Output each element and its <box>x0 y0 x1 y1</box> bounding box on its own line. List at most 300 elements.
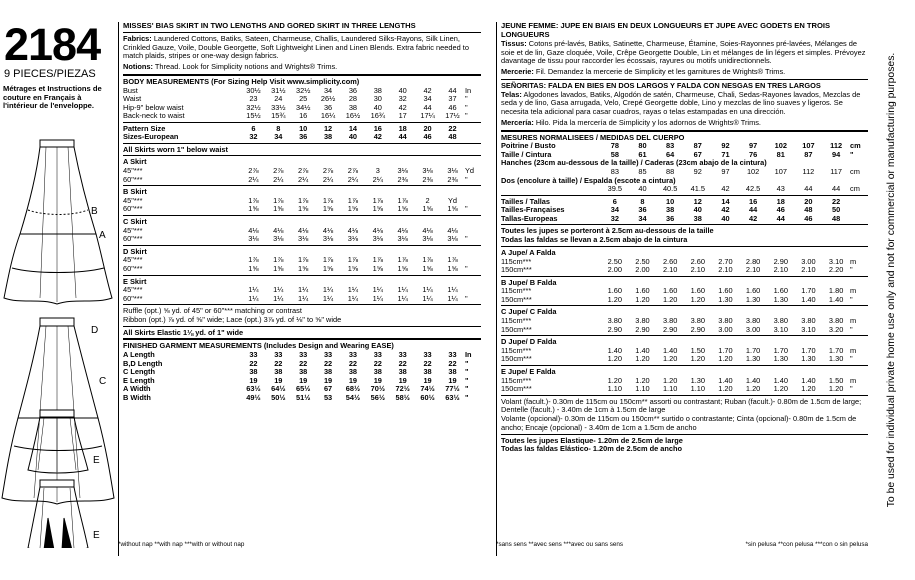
row-label <box>501 185 601 194</box>
row-label: Poitrine / Busto <box>501 142 556 151</box>
yardage-section <box>123 158 481 305</box>
table-cell: 22 <box>423 359 432 368</box>
garment-heading: C Skirt <box>123 216 147 226</box>
table-cell: 34 <box>610 206 619 215</box>
table-cell: 2⅜ <box>422 175 433 184</box>
table-cell: 6 <box>612 197 617 206</box>
table-cell: 1¼ <box>248 294 259 303</box>
foot-es: *sin pelusa **con pelusa ***con o sin pelusa <box>745 541 868 548</box>
yardage-table <box>501 287 868 304</box>
row-label: Back-neck to waist <box>123 112 185 121</box>
table-cell: 40 <box>721 214 730 223</box>
table-cell: 1¼ <box>397 294 408 303</box>
row-label: Tailles-Françaises <box>501 206 565 215</box>
unit-cell: " <box>465 103 468 112</box>
table-cell: 44 <box>804 185 813 194</box>
table-cell: 1.70 <box>801 346 816 355</box>
table-cell: 43 <box>776 185 785 194</box>
table-cell: 19 <box>299 376 308 385</box>
yardage-table <box>123 167 481 184</box>
table-cell: 1.60 <box>773 287 788 296</box>
table-cell: 1⅞ <box>248 256 259 265</box>
table-cell: 46 <box>804 214 813 223</box>
table-cell: 2.90 <box>773 257 788 266</box>
table-cell: 58 <box>610 150 619 159</box>
table-cell: 1.20 <box>745 385 761 394</box>
table-cell: 1¼ <box>372 286 383 295</box>
table-cell: 83 <box>666 142 675 151</box>
skirt-sketch-e2 <box>28 480 88 548</box>
table-cell: 1⅞ <box>397 256 408 265</box>
table-cell: 42.5 <box>745 185 761 194</box>
table-cell: 19 <box>249 376 258 385</box>
table-cell: 2.00 <box>607 266 623 275</box>
yardage-table <box>123 197 481 214</box>
table-cell: 3.00 <box>718 325 733 334</box>
table-cell: 81 <box>776 150 785 159</box>
table-cell: 2⅞ <box>347 167 359 176</box>
table-cell: 14 <box>721 197 730 206</box>
skirt-sketch-e1 <box>28 410 88 473</box>
unit-cell: " <box>465 235 468 244</box>
table-cell: 1.20 <box>690 355 705 364</box>
table-cell: 58½ <box>395 393 410 402</box>
table-row <box>123 368 481 377</box>
table-cell: 1.30 <box>718 295 733 304</box>
table-cell: 1⅞ <box>447 256 458 265</box>
table-row <box>123 125 481 134</box>
table-cell: 15¾ <box>271 112 286 121</box>
width-label: 45"*** <box>123 256 143 265</box>
table-cell: 38 <box>666 206 675 215</box>
table-cell: 22 <box>832 197 841 206</box>
unit-cell: cm <box>850 185 860 194</box>
table-row <box>123 227 481 236</box>
table-cell: 19 <box>323 376 333 385</box>
table-cell: 3.80 <box>828 317 844 326</box>
table-cell: 92 <box>721 142 730 151</box>
table-cell: 26½ <box>320 95 336 104</box>
table-cell: 19 <box>274 376 283 385</box>
table-cell: 51½ <box>295 393 311 402</box>
table-cell: 1.40 <box>745 376 761 385</box>
table-cell: 1⅞ <box>322 196 334 205</box>
tissus-text <box>501 40 868 66</box>
view-label-d: D <box>91 325 99 336</box>
table-cell: 3.80 <box>662 317 678 326</box>
table-cell: 1⅞ <box>372 256 383 265</box>
table-cell: 97 <box>721 168 730 177</box>
unit-cell <box>850 198 868 207</box>
table-cell: 64 <box>666 150 675 159</box>
table-cell: 1.30 <box>828 355 844 364</box>
table-cell: 53 <box>323 393 333 402</box>
mercerie-label: Mercerie: <box>501 67 534 77</box>
table-cell: 16 <box>299 112 308 121</box>
pieces-count: 9 PIECES/PIEZAS <box>4 68 96 80</box>
table-cell: 34 <box>638 214 647 223</box>
table-cell: 97 <box>748 142 758 151</box>
table-row <box>501 377 868 386</box>
table-cell: 32 <box>610 214 619 223</box>
table-cell: 1.70 <box>718 346 733 355</box>
unit-cell: " <box>850 266 853 275</box>
table-cell: 1⅝ <box>447 205 458 214</box>
yardage-table <box>123 227 481 244</box>
table-cell: 10 <box>299 124 308 133</box>
width-label: 60"*** <box>123 205 143 214</box>
table-cell: 23 <box>249 95 258 104</box>
table-cell: 4⅛ <box>372 226 383 235</box>
table-cell: 4⅛ <box>347 226 359 235</box>
table-cell: 71 <box>721 150 730 159</box>
table-cell: 2⅜ <box>397 175 408 184</box>
table-row <box>123 286 481 295</box>
table-cell: 3.10 <box>773 325 788 334</box>
table-cell: 3.80 <box>801 317 816 326</box>
table-cell: 1⅝ <box>298 205 309 214</box>
table-cell: 1¼ <box>422 286 433 295</box>
usage-notice-text: To be used for individual private home use only and not for commercial or manufacturing purposes. <box>885 52 897 508</box>
unit-cell: " <box>465 385 469 394</box>
table-cell: 33 <box>423 351 432 360</box>
table-cell: 1¼ <box>347 294 359 303</box>
table-cell: 32½ <box>246 103 261 112</box>
unit-cell: " <box>465 294 468 303</box>
notions-label: Notions: <box>123 62 153 72</box>
row-label: C Length <box>123 368 156 377</box>
table-cell: 2.50 <box>635 257 650 266</box>
unit-cell: m <box>850 376 857 385</box>
foot-fr: *sans sens **avec sens ***avec ou sans sens <box>496 541 624 548</box>
table-cell: 33 <box>249 351 258 360</box>
row-label: Waist <box>123 95 142 104</box>
table-row <box>123 360 481 369</box>
merceria-list: Hilo. Pida la mercería de Simplicity y los adornos de Wrights® Trims. <box>533 117 761 127</box>
view-label-e1: E <box>93 455 100 466</box>
unit-cell: " <box>850 385 853 394</box>
table-cell: 22 <box>448 359 457 368</box>
merceria-text <box>501 119 868 128</box>
table-cell: 2¼ <box>372 175 383 184</box>
table-cell: 1.40 <box>607 346 623 355</box>
width-label: 115cm*** <box>501 287 532 296</box>
table-cell: 22 <box>323 359 333 368</box>
table-cell: 19 <box>423 376 432 385</box>
unit-cell: " <box>850 295 853 304</box>
ruffle-note: Ruffle (opt.) ⅝ yd. of 45" or 60"*** matching or contrast <box>123 306 302 316</box>
table-cell: 2.60 <box>662 257 678 266</box>
table-cell: 67 <box>323 385 333 394</box>
table-cell: 1.40 <box>828 295 844 304</box>
table-cell: 48 <box>448 133 457 142</box>
finished-table <box>123 351 481 402</box>
table-cell: 1.20 <box>773 385 788 394</box>
table-row <box>123 95 481 104</box>
table-cell: 1⅝ <box>322 265 334 273</box>
table-cell: 1.60 <box>662 287 678 296</box>
table-cell: 1¼ <box>322 286 334 295</box>
table-cell: 1.20 <box>635 376 650 385</box>
table-cell: 1.20 <box>607 295 623 304</box>
table-cell: 3⅛ <box>397 167 408 176</box>
table-cell: 1⅝ <box>322 205 334 214</box>
unit-cell <box>465 197 481 206</box>
table-cell: 40 <box>373 103 382 112</box>
table-cell: 17¼ <box>420 112 435 121</box>
width-label: 45"*** <box>123 167 143 176</box>
table-cell: 2.10 <box>745 266 761 275</box>
mesures-table <box>501 142 868 159</box>
table-cell: 33 <box>299 351 308 360</box>
width-label: 150cm*** <box>501 295 532 304</box>
table-cell: 1¼ <box>422 294 433 303</box>
table-cell: 38 <box>423 368 432 377</box>
table-cell: 32 <box>398 95 407 104</box>
table-cell: 42 <box>748 214 758 223</box>
table-cell: 33 <box>274 351 283 360</box>
table-cell: 50 <box>832 206 841 215</box>
table-row <box>123 104 481 113</box>
table-row <box>501 287 868 296</box>
table-cell: 1.40 <box>718 376 733 385</box>
table-cell: 1.60 <box>718 287 733 296</box>
table-cell: 3⅛ <box>447 235 458 244</box>
table-cell: 1⅝ <box>347 205 359 214</box>
table-cell: 1⅞ <box>397 196 408 205</box>
body-measurements-heading: BODY MEASUREMENTS (For Sizing Help Visit www.simplicity.com) <box>123 76 360 86</box>
table-cell: 16¾ <box>370 112 385 121</box>
finished-heading: FINISHED GARMENT MEASUREMENTS (Includes Design and Wearing EASE) <box>123 341 394 351</box>
toutes-note: Toutes les jupes se porteront à 2.5cm au-dessous de la taille <box>501 226 714 236</box>
table-cell: 1.20 <box>718 385 733 394</box>
table-cell: 44 <box>398 133 407 142</box>
table-cell: Yd <box>447 196 458 205</box>
table-cell: 1.20 <box>662 376 678 385</box>
table-cell: 38 <box>348 368 358 377</box>
table-cell: 34½ <box>295 103 311 112</box>
table-cell: 1⅞ <box>422 256 433 265</box>
table-cell: 1⅞ <box>248 196 259 205</box>
table-row <box>123 176 481 185</box>
unit-cell: Yd <box>465 167 475 176</box>
table-cell: 1⅝ <box>273 205 284 214</box>
table-cell: 1⅞ <box>298 256 309 265</box>
table-cell: 22 <box>398 359 407 368</box>
table-cell: 16¼ <box>320 112 336 121</box>
french-title: JEUNE FEMME: JUPE EN BIAIS EN DEUX LONGUEURS ET JUPE AVEC GODETS EN TROIS LONGUEURS <box>501 21 831 39</box>
table-cell: 32 <box>249 133 258 142</box>
unit-cell: In <box>465 351 472 360</box>
table-cell: 1.20 <box>607 355 623 364</box>
yardage-table <box>501 258 868 275</box>
table-cell: 87 <box>804 150 813 159</box>
table-cell: 2.50 <box>607 257 623 266</box>
table-cell: 2.90 <box>662 325 678 334</box>
table-cell: 2.60 <box>690 257 705 266</box>
table-cell: 42 <box>398 103 407 112</box>
mesures-heading: MESURES NORMALISEES / MEDIDAS DEL CUERPO <box>501 132 685 142</box>
table-cell: 63½ <box>246 385 261 394</box>
garment-heading: A Jupe/ A Falda <box>501 247 556 257</box>
table-cell: 2.20 <box>828 266 844 275</box>
table-cell: 67 <box>693 150 702 159</box>
table-cell: 1.60 <box>745 287 761 296</box>
table-cell: 49½ <box>246 393 261 402</box>
table-cell: 1.30 <box>773 295 788 304</box>
table-cell: 92 <box>693 168 702 177</box>
table-cell: 2 <box>425 196 430 205</box>
yardage-table <box>123 256 481 273</box>
table-cell: 1⅝ <box>372 205 383 214</box>
table-cell: 48 <box>832 214 841 223</box>
table-cell: 2⅞ <box>248 167 259 176</box>
table-cell: 38 <box>693 214 702 223</box>
view-label-c: C <box>99 376 107 387</box>
table-row <box>123 265 481 274</box>
table-cell: 1.60 <box>690 287 705 296</box>
table-cell: 2.90 <box>635 325 650 334</box>
width-label: 150cm*** <box>501 266 532 275</box>
unit-cell: " <box>465 95 468 104</box>
elastico-note: Todas las faldas Elástico- 1.20m de 2.5cm de ancho <box>501 444 683 454</box>
table-cell: 2.00 <box>635 266 650 275</box>
table-cell: 18 <box>776 197 785 206</box>
table-cell: 1¼ <box>397 286 408 295</box>
table-cell: 42 <box>721 206 730 215</box>
table-cell: 1⅝ <box>397 265 408 273</box>
table-cell: 63½ <box>445 393 460 402</box>
table-cell: 1¼ <box>298 294 309 303</box>
unit-cell <box>465 227 481 236</box>
table-cell: 1.40 <box>662 346 678 355</box>
table-cell: 3.80 <box>690 317 705 326</box>
table-cell: 1.30 <box>801 355 816 364</box>
table-row <box>123 295 481 304</box>
table-cell: 2⅞ <box>273 167 284 176</box>
table-cell: 30 <box>373 95 382 104</box>
table-cell: 3⅛ <box>447 167 458 176</box>
table-cell: 2¼ <box>347 175 359 184</box>
table-row <box>123 377 481 386</box>
table-cell: 78 <box>610 142 619 151</box>
telas-list: Algodones lavados, Batiks, Algodón de satén, Charmeuse, Chali, Sedas-Rayones lavados, Mezclas de seda y de lino, Gasa arrugada, Velo, Crepé Georgette doble, Lino y mezclas de lino suaves y ligeros. Se necesita tela adicional para casar cuadros, rayas o telas estampadas en una dirección. <box>501 89 861 117</box>
table-cell: 42 <box>423 86 432 95</box>
table-cell: 1.70 <box>773 346 788 355</box>
table-cell: 1.10 <box>690 385 705 394</box>
table-cell: 38 <box>323 368 333 377</box>
table-cell: 38 <box>274 368 283 377</box>
table-cell: 1⅞ <box>273 196 284 205</box>
table-cell: 16 <box>373 124 382 133</box>
unit-cell <box>850 206 868 215</box>
table-cell: 22 <box>348 359 358 368</box>
row-label: Hip-9" below waist <box>123 103 184 112</box>
table-cell: 70½ <box>370 385 385 394</box>
unit-cell: cm <box>850 142 861 151</box>
table-cell: 24 <box>274 95 283 104</box>
table-row <box>501 296 868 305</box>
metrages-note: Métrages et Instructions de couture en Français à l'intérieur de l'enveloppe. <box>3 84 102 111</box>
table-cell: 33 <box>323 351 333 360</box>
table-cell: 15½ <box>246 112 261 121</box>
garment-heading: D Jupe/ D Falda <box>501 337 557 347</box>
table-cell: 1⅝ <box>248 265 259 273</box>
row-label: Taille / Cintura <box>501 150 552 159</box>
table-cell: 33½ <box>271 103 286 112</box>
table-cell: 3.10 <box>828 257 844 266</box>
table-cell: 3⅛ <box>248 235 259 244</box>
table-cell: 3⅛ <box>397 235 408 244</box>
table-cell: 64½ <box>271 385 286 394</box>
table-row <box>501 206 868 215</box>
view-label-e2: E <box>93 530 100 541</box>
table-cell: 2¼ <box>248 175 259 184</box>
table-cell: 102 <box>746 168 760 177</box>
table-cell: 107 <box>774 168 787 177</box>
table-cell: 61 <box>638 150 647 159</box>
table-cell: 1.20 <box>607 376 623 385</box>
garment-heading: B Skirt <box>123 187 147 197</box>
unit-cell: m <box>850 317 857 326</box>
table-cell: 30½ <box>246 86 261 95</box>
yardage-table <box>501 377 868 394</box>
table-row <box>123 394 481 403</box>
unit-cell: " <box>465 112 468 121</box>
table-cell: 50½ <box>271 393 286 402</box>
table-cell: 34 <box>423 95 432 104</box>
table-cell: 8 <box>276 124 281 133</box>
yardage-table <box>123 286 481 303</box>
body-measurements-table <box>123 87 481 121</box>
table-cell: 31½ <box>271 86 286 95</box>
width-label: 45"*** <box>123 286 143 295</box>
table-cell: 1⅞ <box>298 196 309 205</box>
table-cell: 1.50 <box>828 376 844 385</box>
dos-label: Dos (encolure à taille) / Espalda (escote a cintura) <box>501 175 676 185</box>
table-cell: 2.90 <box>607 325 623 334</box>
table-cell: 22 <box>249 359 258 368</box>
table-cell: 2.10 <box>773 266 788 275</box>
table-cell: 85 <box>638 168 647 177</box>
table-row <box>501 317 868 326</box>
table-cell: 33 <box>398 351 407 360</box>
table-cell: 38 <box>249 368 258 377</box>
table-cell: 40 <box>398 86 407 95</box>
row-label: E Length <box>123 376 155 385</box>
table-cell: 2¼ <box>273 175 284 184</box>
table-cell: 68½ <box>345 385 361 394</box>
tailles-table <box>501 198 868 224</box>
unit-cell: m <box>850 257 857 266</box>
table-cell: 17 <box>398 112 407 121</box>
table-cell: 1.10 <box>607 385 623 394</box>
width-label: 60"*** <box>123 175 143 184</box>
table-cell: 3.80 <box>635 317 650 326</box>
spanish-title: SEÑORITAS: FALDA EN BIES EN DOS LARGOS Y FALDA CON NESGAS EN TRES LARGOS <box>501 80 821 90</box>
hanches-label: Hanches (23cm au-dessous de la taille) / Caderas (23cm abajo de la cintura) <box>501 158 767 168</box>
table-cell: 77½ <box>445 385 460 394</box>
table-cell: 1⅞ <box>347 256 359 265</box>
width-label: 45"*** <box>123 196 143 205</box>
unit-cell: cm <box>850 168 860 177</box>
table-row <box>123 112 481 121</box>
table-cell: 1.70 <box>745 346 761 355</box>
table-row <box>501 266 868 275</box>
table-row <box>123 197 481 206</box>
table-row <box>501 198 868 207</box>
size-table <box>123 125 481 142</box>
